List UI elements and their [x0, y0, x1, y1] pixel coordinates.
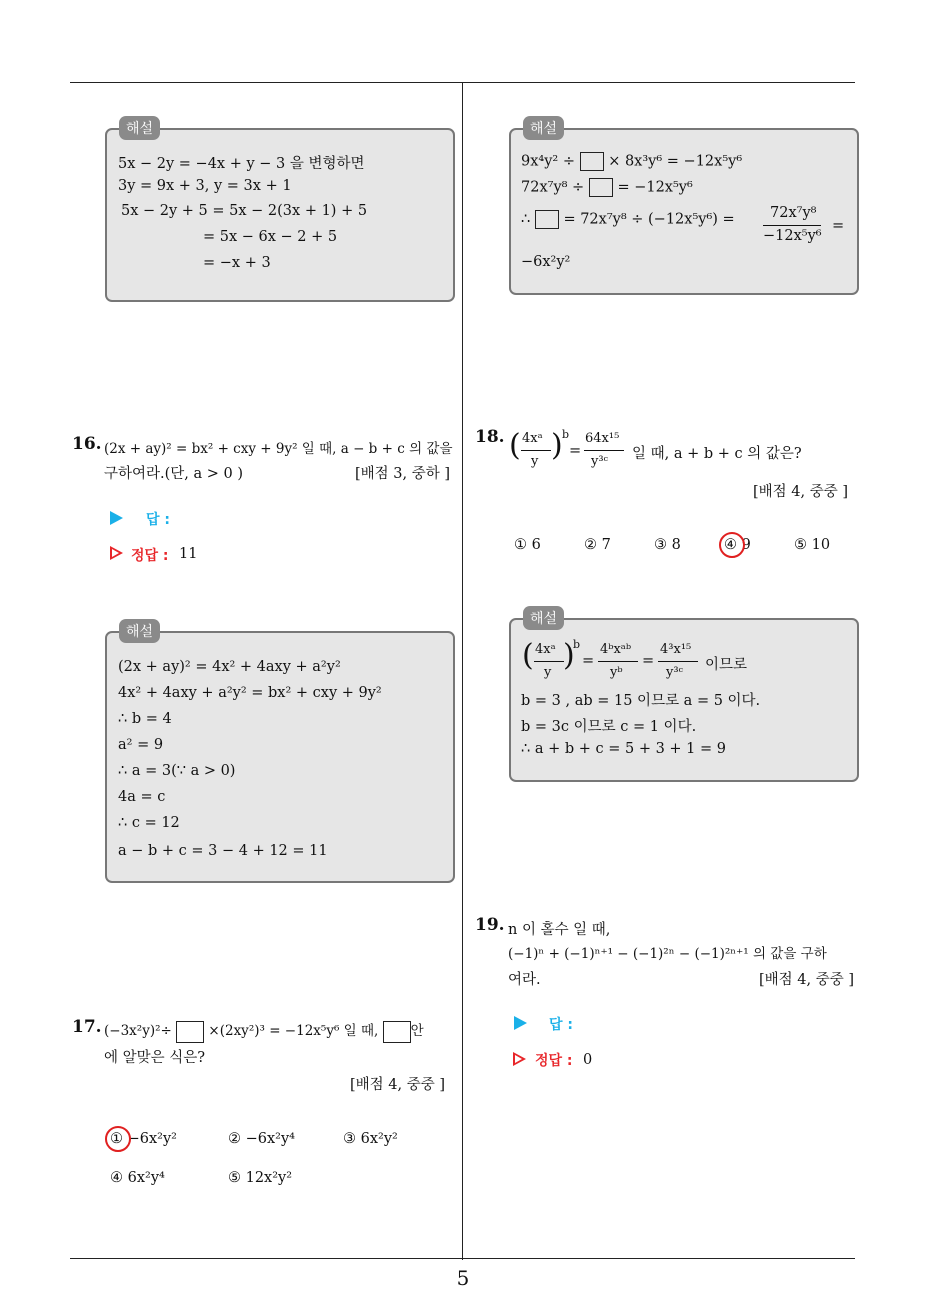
fraction-bar: [534, 661, 564, 662]
choice-2[interactable]: ② 7: [584, 537, 611, 553]
paren-right: ): [551, 428, 563, 463]
fraction-numerator: 4ᵇxᵃᵇ: [600, 642, 632, 657]
choice-5[interactable]: ⑤ 12x²y²: [228, 1170, 293, 1186]
choice-2[interactable]: ② −6x²y⁴: [228, 1131, 295, 1147]
selected-mark-icon: [719, 532, 745, 558]
fraction-numerator: 4xᵃ: [522, 431, 543, 446]
fraction-denominator: −12x⁵y⁶: [763, 228, 822, 244]
solution-line: (2x + ay)² = 4x² + 4axy + a²y²: [118, 659, 341, 675]
question-text: (2x + ay)² = bx² + cxy + 9y² 일 때, a − b + c 의 값을: [104, 441, 453, 457]
page-number: 5: [456, 1266, 470, 1290]
math-text: 이므로: [705, 657, 748, 673]
question-number: 19.: [475, 915, 505, 935]
choice-4[interactable]: ④ 9: [724, 537, 751, 553]
solution-tag: 해설: [523, 116, 564, 140]
fraction-denominator: y³ᶜ: [666, 665, 684, 680]
math-text: =: [642, 653, 655, 669]
blank-box: [535, 210, 559, 229]
question-number: 18.: [475, 427, 505, 447]
solution-line: ∴ a + b + c = 5 + 3 + 1 = 9: [521, 741, 726, 757]
paren-right: ): [563, 638, 575, 673]
correct-value: 11: [179, 546, 198, 562]
correct-label: 정답 :: [535, 1053, 573, 1069]
choice-4[interactable]: ④ 6x²y⁴: [110, 1170, 165, 1186]
choice-1[interactable]: ① −6x²y²: [110, 1131, 177, 1147]
math-text: = 72x⁷y⁸ ÷ (−12x⁵y⁶) =: [563, 211, 735, 228]
question-number: 17.: [72, 1017, 102, 1037]
math-text: =: [582, 653, 595, 669]
fraction-bar: [584, 450, 624, 451]
fraction-denominator: y³ᶜ: [591, 454, 609, 469]
points-label: [배점 3, 중하 ]: [355, 466, 451, 482]
fraction-denominator: y: [544, 665, 552, 680]
math-text: = −12x⁵y⁶: [617, 179, 693, 196]
points-label: [배점 4, 중중 ]: [350, 1077, 446, 1093]
answer-label: 답 :: [549, 1017, 573, 1033]
fraction-denominator: yᵇ: [610, 665, 623, 680]
fraction-numerator: 4³x¹⁵: [660, 642, 692, 657]
fraction-numerator: 72x⁷y⁸: [770, 205, 817, 221]
math-text: 72x⁷y⁸ ÷: [521, 179, 585, 196]
points-label: [배점 4, 중중 ]: [759, 972, 855, 988]
solution-line: 4x² + 4axy + a²y² = bx² + cxy + 9y²: [118, 685, 382, 701]
question-text: 에 알맞은 식은?: [104, 1050, 206, 1066]
fraction-bar: [658, 661, 698, 662]
question-text: n 이 홀수 일 때,: [508, 922, 611, 938]
solution-line: b = 3 , ab = 15 이므로 a = 5 이다.: [521, 693, 761, 709]
correct-arrow-icon: [513, 1052, 526, 1066]
solution-line: b = 3c 이므로 c = 1 이다.: [521, 719, 697, 735]
choice-3[interactable]: ③ 6x²y²: [343, 1131, 398, 1147]
question-text: 여라.: [508, 972, 541, 988]
fraction-bar: [521, 450, 551, 451]
solution-line: −6x²y²: [521, 254, 571, 270]
math-exponent: b: [573, 638, 581, 651]
question-text: 구하여라.(단, a > 0 ): [104, 466, 244, 482]
blank-box: [176, 1021, 204, 1043]
math-text: (−3x²y)²÷: [104, 1023, 172, 1039]
question-text: (−1)ⁿ + (−1)ⁿ⁺¹ − (−1)²ⁿ − (−1)²ⁿ⁺¹ 의 값을 구하: [508, 946, 827, 962]
math-text: 9x⁴y² ÷: [521, 153, 575, 170]
solution-line: ∴ b = 4: [118, 711, 172, 727]
correct-arrow-icon: [110, 546, 123, 560]
math-text: ×(2xy²)³ = −12x⁵y⁶ 일 때,: [208, 1023, 379, 1039]
answer-label: 답 :: [146, 512, 170, 528]
blank-box: [580, 152, 604, 171]
solution-line: [521, 210, 735, 229]
points-label: [배점 4, 중중 ]: [753, 484, 849, 500]
solution-line: a − b + c = 3 − 4 + 12 = 11: [118, 843, 328, 859]
blank-box: [589, 178, 613, 197]
selected-mark-icon: [105, 1126, 131, 1152]
math-text: ∴: [521, 211, 531, 228]
solution-line: a² = 9: [118, 737, 164, 753]
math-text: =: [569, 443, 582, 459]
fraction-numerator: 64x¹⁵: [585, 431, 620, 446]
answer-arrow-icon: [514, 1016, 527, 1030]
solution-line: 5x − 2y = −4x + y − 3 을 변형하면: [118, 156, 365, 172]
correct-value: 0: [583, 1052, 593, 1068]
solution-line: [521, 178, 693, 197]
fraction-denominator: y: [531, 454, 539, 469]
math-text: 안: [410, 1023, 424, 1039]
answer-arrow-icon: [110, 511, 123, 525]
choice-5[interactable]: ⑤ 10: [794, 537, 831, 553]
math-text: =: [832, 218, 845, 234]
solution-line: = −x + 3: [203, 255, 271, 271]
solution-line: 5x − 2y + 5 = 5x − 2(3x + 1) + 5: [121, 203, 368, 219]
column-divider: [462, 83, 463, 1260]
solution-tag: 해설: [119, 619, 160, 643]
solution-tag: 해설: [523, 606, 564, 630]
math-exponent: b: [562, 428, 570, 441]
math-text: × 8x³y⁶ = −12x⁵y⁶: [608, 153, 743, 170]
correct-label: 정답 :: [131, 548, 169, 564]
solution-line: [521, 152, 742, 171]
question-text: [104, 1019, 424, 1043]
solution-line: 3y = 9x + 3, y = 3x + 1: [118, 178, 292, 194]
fraction-numerator: 4xᵃ: [535, 642, 556, 657]
choice-3[interactable]: ③ 8: [654, 537, 681, 553]
paren-left: (: [522, 638, 534, 673]
blank-box: [383, 1021, 411, 1043]
solution-line: 4a = c: [118, 789, 166, 805]
question-text: 일 때, a + b + c 의 값은?: [632, 446, 802, 462]
fraction-bar: [598, 661, 638, 662]
fraction-bar: [763, 225, 821, 226]
solution-line: = 5x − 6x − 2 + 5: [203, 229, 338, 245]
question-number: 16.: [72, 434, 102, 454]
choice-1[interactable]: ① 6: [514, 537, 541, 553]
solution-line: ∴ a = 3(∵ a > 0): [118, 763, 236, 779]
paren-left: (: [509, 428, 521, 463]
solution-tag: 해설: [119, 116, 160, 140]
solution-line: ∴ c = 12: [118, 815, 180, 831]
